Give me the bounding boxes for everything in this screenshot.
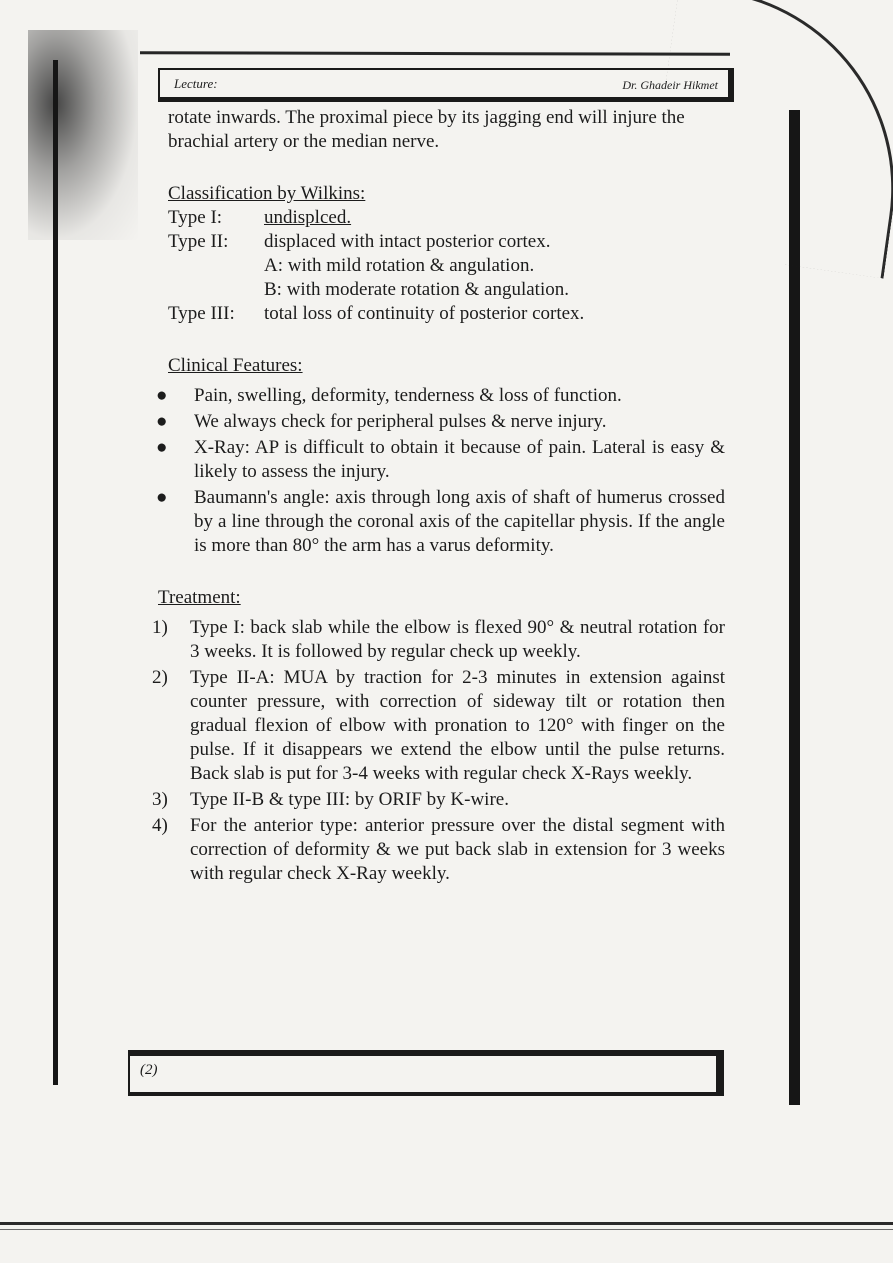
- treatment-title: Treatment:: [158, 587, 241, 608]
- page-content: [150, 106, 725, 888]
- left-border-line: [53, 60, 58, 1085]
- bullet-icon: ●: [156, 385, 168, 406]
- type2a-row: A: with mild rotation & angulation.: [264, 255, 535, 276]
- treatment-list: [150, 616, 725, 886]
- intro-paragraph: rotate inwards. The proximal piece by its jagging end will injure the brachial artery or the median nerve.: [168, 107, 685, 152]
- type1-label: Type I:: [168, 207, 223, 228]
- list-item: 3) Type II-B & type III: by ORIF by K-wire.: [152, 789, 509, 810]
- list-item: 1) Type I: back slab while the elbow is flexed 90° & neutral rotation for 3 weeks. It is followed by regular check up weekly.: [152, 617, 725, 662]
- type1-text: undisplced.: [264, 207, 352, 228]
- clinical-list: [150, 384, 725, 558]
- bottom-edge: [0, 1222, 893, 1225]
- header-author: Dr. Ghadeir Hikmet: [622, 78, 718, 92]
- type2-text: displaced with intact posterior cortex.: [264, 231, 551, 252]
- bullet-icon: ●: [156, 487, 168, 508]
- top-rule: [140, 51, 730, 56]
- classification-title: Classification by Wilkins:: [168, 183, 366, 204]
- list-item: ● X-Ray: AP is difficult to obtain it because of pain. Lateral is easy & likely to assess the injury.: [156, 437, 725, 482]
- type2b-row: B: with moderate rotation & angulation.: [264, 279, 569, 300]
- type3-label: Type III:: [168, 303, 235, 324]
- clinical-section: [150, 354, 725, 378]
- bullet-icon: ●: [156, 411, 168, 432]
- type3-row: [168, 302, 725, 326]
- list-item: 2) Type II-A: MUA by traction for 2-3 minutes in extension against counter pressure, with correction of sideway tilt or rotation then gradual flexion of elbow with pronation to 120° with finger on the pulse. If it disappears we extend the elbow until the pulse returns. Back slab is put for 3-4 weeks with regular check X-Rays weekly.: [152, 667, 725, 784]
- list-item: ● Pain, swelling, deformity, tenderness & loss of function.: [156, 385, 622, 406]
- header-box: [158, 68, 734, 102]
- type2-label: Type II:: [168, 231, 229, 252]
- type2-row: [168, 230, 725, 254]
- footer-box: [128, 1050, 724, 1096]
- header-lecture-label: Lecture:: [174, 76, 218, 91]
- bottom-edge-thin: [0, 1229, 893, 1230]
- treatment-section: [150, 586, 725, 610]
- list-item: ● Baumann's angle: axis through long axis of shaft of humerus crossed by a line through the coronal axis of the capitellar physis. If the angle is more than 80° the arm has a varus deformity.: [156, 487, 725, 556]
- bullet-icon: ●: [156, 437, 168, 458]
- list-item: ● We always check for peripheral pulses & nerve injury.: [156, 411, 607, 432]
- classification-section: [150, 182, 725, 326]
- scan-shadow: [28, 30, 138, 240]
- type3-text: total loss of continuity of posterior cortex.: [264, 303, 585, 324]
- clinical-title: Clinical Features:: [168, 355, 303, 376]
- type1-row: [168, 206, 725, 230]
- list-item: 4) For the anterior type: anterior pressure over the distal segment with correction of deformity & we put back slab in extension for 3 weeks with regular check X-Ray weekly.: [152, 815, 725, 884]
- page-number: (2): [140, 1062, 158, 1078]
